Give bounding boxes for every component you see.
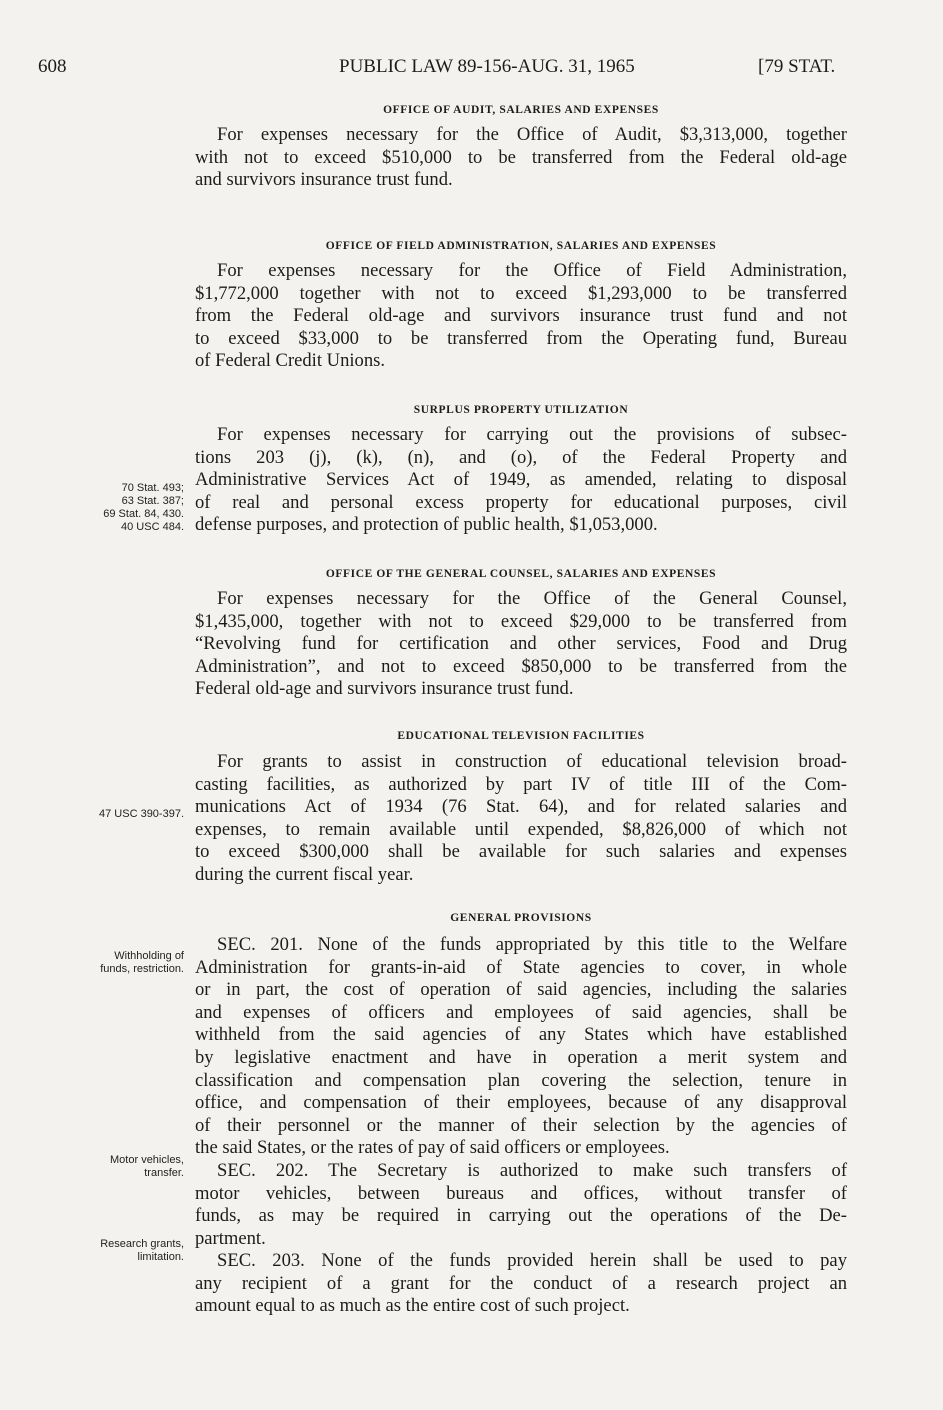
citation: 47 USC 390-397.	[99, 808, 184, 820]
text-line: amount equal to as much as the entire cost of such project.	[195, 1295, 630, 1317]
text-line: Administration for grants-in-aid of State agencies to cover, in whole	[195, 956, 847, 978]
citation: 63 Stat. 387;	[121, 495, 184, 507]
text-line: For expenses necessary for carrying out the provisions of subsec-	[217, 424, 847, 445]
section-heading-audit: OFFICE OF AUDIT, SALARIES AND EXPENSES	[383, 104, 659, 116]
text-line: “Revolving fund for certification and other services, Food and Drug	[195, 633, 847, 655]
page-header	[0, 56, 943, 86]
section-heading-educational-television: EDUCATIONAL TELEVISION FACILITIES	[397, 730, 645, 742]
text-fragment: The Secretary is authorized to make such transfers of	[328, 1160, 848, 1181]
margin-note-research-grants	[22, 1238, 184, 1264]
text-line: from the Federal old-age and survivors insurance trust fund and not	[195, 305, 847, 327]
text-line: $1,772,000 together with not to exceed $1,293,000 to be transferred	[195, 282, 847, 304]
text-line	[195, 1250, 847, 1273]
text-line: and survivors insurance trust fund.	[195, 169, 453, 191]
text-line: classification and compensation plan covering the selection, tenure in	[195, 1069, 847, 1091]
paragraph-field-administration	[195, 260, 847, 373]
text-line: office, and compensation of their employees, because of any disapproval	[195, 1092, 847, 1114]
text-line: tions 203 (j), (k), (n), and (o), of the Federal Property and	[195, 446, 847, 468]
text-line	[195, 1160, 847, 1183]
text-line: For expenses necessary for the Office of Field Administration,	[217, 260, 847, 281]
margin-citation-tv	[22, 808, 184, 821]
text-line: defense purposes, and protection of public health, $1,053,000.	[195, 514, 658, 536]
text-fragment: None of the funds provided herein shall be used to pay	[321, 1250, 847, 1271]
text-line: and expenses of officers and employees of said agencies, shall be	[195, 1001, 847, 1023]
section-heading-surplus-property: SURPLUS PROPERTY UTILIZATION	[413, 404, 629, 416]
text-line: $1,435,000, together with not to exceed $29,000 to be transferred from	[195, 610, 847, 632]
text-line: partment.	[195, 1227, 266, 1249]
page-number: 608	[38, 56, 67, 77]
text-line: munications Act of 1934 (76 Stat. 64), and for related salaries and	[195, 796, 847, 818]
text-line: For expenses necessary for the Office of the General Counsel,	[217, 588, 847, 609]
running-title: PUBLIC LAW 89-156-AUG. 31, 1965	[339, 56, 635, 77]
section-number: SEC. 203.	[217, 1250, 305, 1271]
text-line: Federal old-age and survivors insurance trust fund.	[195, 678, 574, 700]
text-line: to exceed $300,000 shall be available for such salaries and expenses	[195, 841, 847, 863]
margin-note-line: Withholding of	[114, 950, 184, 962]
margin-note-line: Motor vehicles,	[110, 1154, 184, 1166]
section-heading-general-provisions: GENERAL PROVISIONS	[450, 912, 592, 924]
text-line: to exceed $33,000 to be transferred from the Operating fund, Bureau	[195, 327, 847, 349]
citation: 40 USC 484.	[121, 521, 184, 533]
text-line: of their personnel or the manner of their selection by the agencies of	[195, 1114, 847, 1136]
text-line: expenses, to remain available until expended, $8,826,000 of which not	[195, 818, 847, 840]
text-line: For expenses necessary for the Office of Audit, $3,313,000, together	[217, 124, 847, 145]
text-line: of Federal Credit Unions.	[195, 350, 386, 372]
citation: 70 Stat. 493;	[121, 482, 184, 494]
section-heading-field-administration: OFFICE OF FIELD ADMINISTRATION, SALARIES AND EXPENSES	[325, 240, 717, 252]
text-line: with not to exceed $510,000 to be transferred from the Federal old-age	[195, 146, 847, 168]
text-line: any recipient of a grant for the conduct of a research project an	[195, 1272, 847, 1294]
citation: 69 Stat. 84, 430.	[103, 508, 184, 520]
text-line: casting facilities, as authorized by part IV of title III of the Com-	[195, 773, 847, 795]
text-fragment: None of the funds appropriated by this title to the Welfare	[317, 934, 848, 955]
text-line: Administration”, and not to exceed $850,000 to be transferred from the	[195, 655, 847, 677]
text-line	[195, 934, 847, 957]
text-line: motor vehicles, between bureaus and offices, without transfer of	[195, 1182, 847, 1204]
text-line: during the current fiscal year.	[195, 863, 414, 885]
paragraph-surplus-property	[195, 424, 847, 537]
paragraph-general-counsel	[195, 588, 847, 701]
margin-note-line: limitation.	[137, 1251, 184, 1263]
margin-citations-surplus	[22, 482, 184, 534]
section-heading-general-counsel: OFFICE OF THE GENERAL COUNSEL, SALARIES AND EXPENSES	[325, 568, 717, 580]
text-line: Administrative Services Act of 1949, as amended, relating to disposal	[195, 469, 847, 491]
paragraph-sec-202	[195, 1160, 847, 1250]
margin-note-line: Research grants,	[100, 1238, 184, 1250]
margin-note-withholding	[22, 950, 184, 976]
paragraph-audit	[195, 124, 847, 192]
margin-note-motor-vehicles	[22, 1154, 184, 1180]
paragraph-sec-201	[195, 934, 847, 1160]
margin-note-line: funds, restriction.	[100, 963, 184, 975]
section-number: SEC. 201.	[217, 934, 303, 955]
section-number: SEC. 202.	[217, 1160, 309, 1181]
statute-reference: [79 STAT.	[758, 56, 836, 77]
margin-note-line: transfer.	[144, 1167, 184, 1179]
text-line: For grants to assist in construction of educational television broad-	[217, 751, 847, 772]
text-line: funds, as may be required in carrying out the operations of the De-	[195, 1205, 847, 1227]
text-line: withheld from the said agencies of any States which have established	[195, 1024, 847, 1046]
text-line: of real and personal excess property for educational purposes, civil	[195, 491, 847, 513]
paragraph-educational-television	[195, 751, 847, 887]
text-line: the said States, or the rates of pay of said officers or employees.	[195, 1137, 670, 1159]
text-line: by legislative enactment and have in operation a merit system and	[195, 1046, 847, 1068]
text-line: or in part, the cost of operation of said agencies, including the salaries	[195, 979, 847, 1001]
paragraph-sec-203	[195, 1250, 847, 1318]
